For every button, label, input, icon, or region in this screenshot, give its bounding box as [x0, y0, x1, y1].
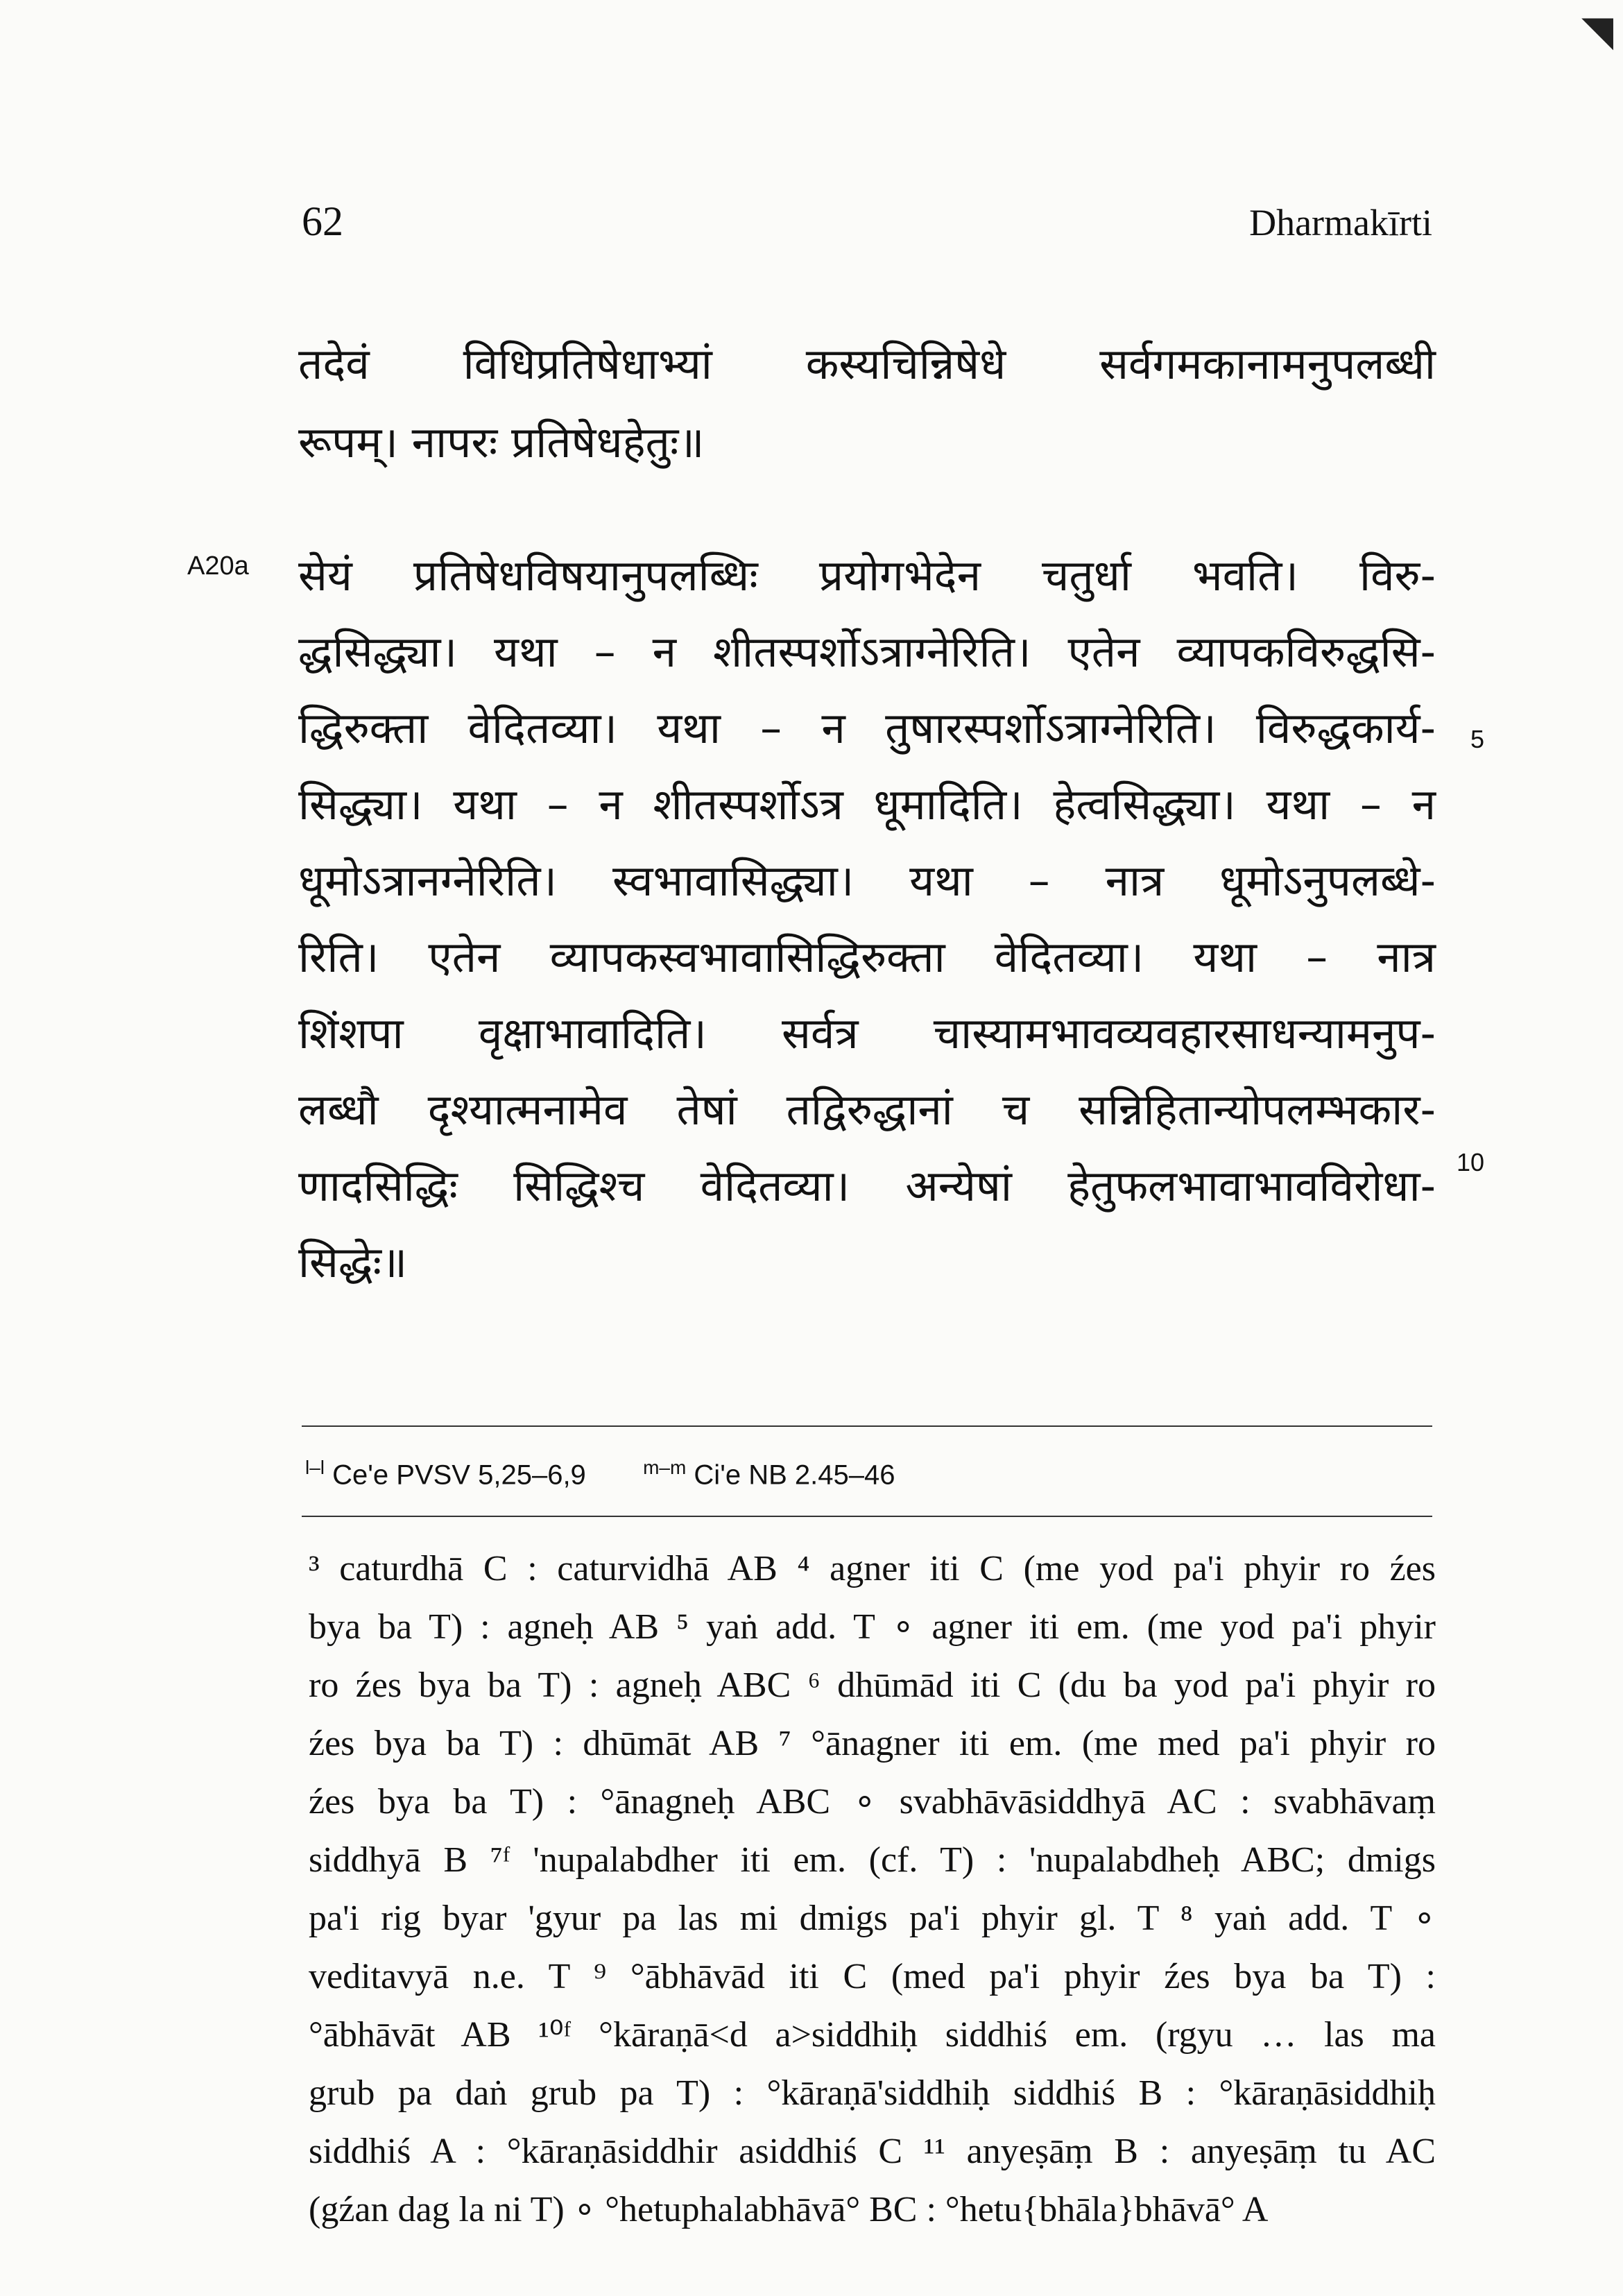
text-line: द्धसिद्ध्या। यथा – न शीतस्पर्शोऽत्राग्नेरिति। एतेन व्यापकविरुद्धसि-	[298, 626, 1436, 677]
text-line: णादसिद्धिः सिद्धिश्च वेदितव्या। अन्येषां हेतुफलभावाभावविरोधा-	[298, 1160, 1436, 1211]
line-number: 5	[1470, 725, 1484, 753]
apparatus-line: grub pa daṅ grub pa T) : °kāraṇā'siddhiḥ siddhiś B : °kāraṇāsiddhiḥ	[309, 2073, 1436, 2113]
divider	[302, 1516, 1432, 1517]
apparatus-line: bya ba T) : agneḥ AB ⁵ yaṅ add. T ∘ agner iti em. (me yod pa'i phyir	[309, 1607, 1436, 1647]
text-line: रिति। एतेन व्यापकस्वभावासिद्धिरुक्ता वेदितव्या। यथा – नात्र	[298, 932, 1436, 982]
reference-text: Ce'e PVSV 5,25–6,9	[332, 1459, 586, 1491]
corner-mark: ◥	[1581, 7, 1614, 55]
apparatus-line: pa'i rig byar 'gyur pa las mi dmigs pa'i phyir gl. T ⁸ yaṅ add. T ∘	[309, 1899, 1436, 1938]
apparatus-line: siddhiś A : °kāraṇāsiddhir asiddhiś C ¹¹ anyeṣāṃ B : anyeṣāṃ tu AC	[309, 2132, 1436, 2171]
apparatus-line: źes bya ba T) : dhūmāt AB ⁷ °ānagner iti em. (me med pa'i phyir ro	[309, 1724, 1436, 1763]
text-line: सिद्धेः॥	[298, 1237, 408, 1287]
apparatus-line: siddhyā B ⁷ᶠ 'nupalabdher iti em. (cf. T) : 'nupalabdheḥ ABC; dmigs	[309, 1840, 1436, 1880]
apparatus-line: ro źes bya ba T) : agneḥ ABC ⁶ dhūmād iti C (du ba yod pa'i phyir ro	[309, 1665, 1436, 1705]
running-title: Dharmakīrti	[1249, 202, 1432, 243]
apparatus-line: veditavyā n.e. T ⁹ °ābhāvād iti C (med pa'i phyir źes bya ba T) :	[309, 1957, 1436, 1996]
text-line: तदेवं विधिप्रतिषेधाभ्यां कस्यचिन्निषेधे सर्वगमकानामनुपलब्धी	[298, 339, 1436, 389]
apparatus-line: °ābhāvāt AB ¹⁰ᶠ °kāraṇā<d a>siddhiḥ siddhiś em. (rgyu … las ma	[309, 2015, 1436, 2055]
reference-mark: m–m	[643, 1457, 687, 1478]
divider	[302, 1425, 1432, 1427]
reference-mark: l–l	[305, 1457, 325, 1478]
apparatus-line: (gźan dag la ni T) ∘ °hetuphalabhāvā° BC : °hetu{bhāla}bhāvā° A	[309, 2190, 1269, 2229]
text-line: रूपम्। नापरः प्रतिषेधहेतुः॥	[298, 417, 705, 468]
text-line: सेयं प्रतिषेधविषयानुपलब्धिः प्रयोगभेदेन चतुर्धा भवति। विरु-	[298, 550, 1436, 601]
text-line: सिद्ध्या। यथा – न शीतस्पर्शोऽत्र धूमादिति। हेत्वसिद्ध्या। यथा – न	[298, 779, 1436, 830]
line-number: 10	[1456, 1148, 1484, 1176]
manuscript-sigla: A20a	[187, 551, 249, 581]
apparatus-line: ³ caturdhā C : caturvidhā AB ⁴ agner iti C (me yod pa'i phyir ro źes	[309, 1549, 1436, 1588]
text-line: शिंशपा वृक्षाभावादिति। सर्वत्र चास्यामभावव्यवहारसाधन्यामनुप-	[298, 1008, 1436, 1059]
apparatus-line: źes bya ba T) : °ānagneḥ ABC ∘ svabhāvāsiddhyā AC : svabhāvaṃ	[309, 1782, 1436, 1822]
page-number: 62	[302, 198, 343, 244]
source-references	[305, 1457, 895, 1491]
text-line: लब्धौ दृश्यात्मनामेव तेषां तद्विरुद्धानां च सन्निहितान्योपलम्भकार-	[298, 1084, 1436, 1135]
text-line: धूमोऽत्रानग्नेरिति। स्वभावासिद्ध्या। यथा – नात्र धूमोऽनुपलब्धे-	[298, 855, 1436, 906]
text-line: द्धिरुक्ता वेदितव्या। यथा – न तुषारस्पर्शोऽत्राग्नेरिति। विरुद्धकार्य-	[298, 703, 1436, 753]
reference-text: Ci'e NB 2.45–46	[694, 1459, 895, 1491]
